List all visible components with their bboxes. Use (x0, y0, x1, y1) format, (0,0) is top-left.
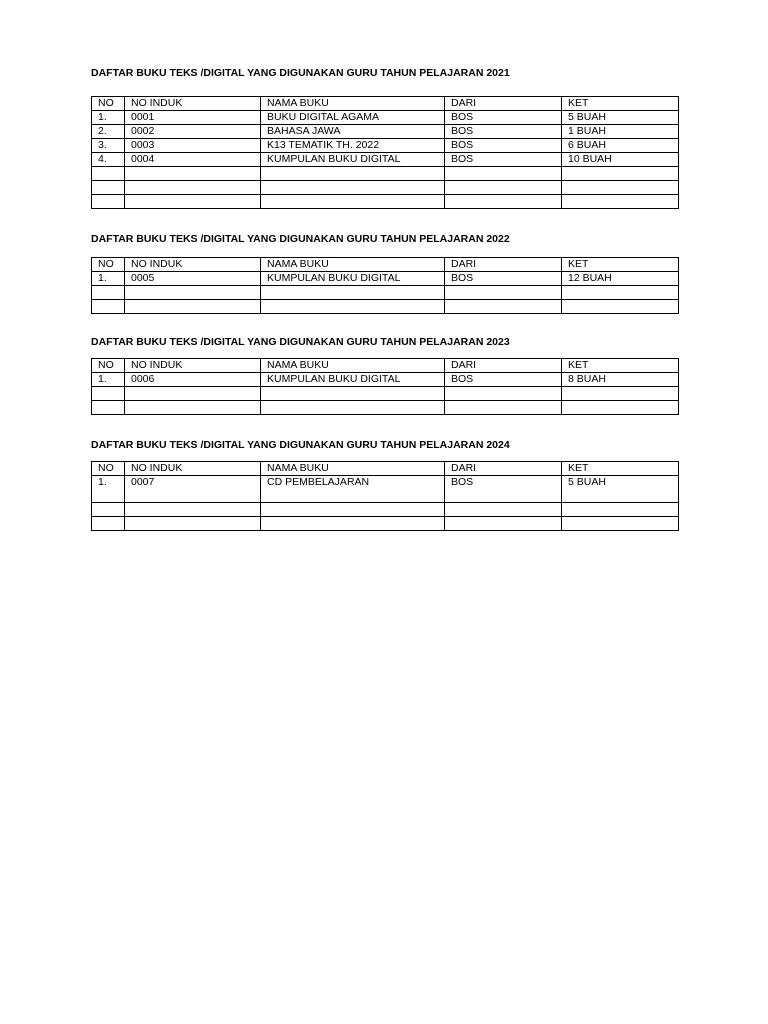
book-table-2022 (91, 257, 679, 314)
cell-nama-buku: KUMPULAN BUKU DIGITAL (261, 153, 445, 167)
table-row (92, 300, 679, 314)
section-2024 (91, 438, 679, 531)
cell-ket (562, 401, 679, 415)
book-table-2021 (91, 96, 679, 209)
cell-dari: BOS (445, 153, 562, 167)
cell-dari: BOS (445, 272, 562, 286)
cell-no: 1. (92, 373, 125, 387)
cell-ket: 8 BUAH (562, 373, 679, 387)
header-no: NO (92, 258, 125, 272)
table-header-row (92, 258, 679, 272)
cell-ket: 5 BUAH (562, 111, 679, 125)
cell-no: 3. (92, 139, 125, 153)
table-row (92, 401, 679, 415)
table-header-row (92, 359, 679, 373)
table-row (92, 181, 679, 195)
header-no-induk: NO INDUK (125, 359, 261, 373)
cell-ket (562, 503, 679, 517)
cell-no: 1. (92, 272, 125, 286)
table-header-row (92, 97, 679, 111)
cell-ket: 1 BUAH (562, 125, 679, 139)
section-title: DAFTAR BUKU TEKS /DIGITAL YANG DIGUNAKAN GURU TAHUN PELAJARAN 2024 (91, 439, 510, 451)
cell-no: 1. (92, 476, 125, 503)
cell-no: 2. (92, 125, 125, 139)
cell-no (92, 503, 125, 517)
cell-dari (445, 517, 562, 531)
table-row (92, 476, 679, 503)
cell-dari: BOS (445, 476, 562, 503)
cell-no (92, 517, 125, 531)
table-row (92, 167, 679, 181)
header-ket: KET (562, 462, 679, 476)
cell-no-induk (125, 517, 261, 531)
cell-ket: 12 BUAH (562, 272, 679, 286)
header-ket: KET (562, 97, 679, 111)
cell-no (92, 167, 125, 181)
cell-nama-buku: CD PEMBELAJARAN (261, 476, 445, 503)
cell-nama-buku: KUMPULAN BUKU DIGITAL (261, 373, 445, 387)
cell-no-induk (125, 300, 261, 314)
section-title: DAFTAR BUKU TEKS /DIGITAL YANG DIGUNAKAN GURU TAHUN PELAJARAN 2021 (91, 67, 510, 79)
cell-dari: BOS (445, 139, 562, 153)
cell-dari (445, 387, 562, 401)
cell-dari: BOS (445, 125, 562, 139)
cell-ket (562, 181, 679, 195)
cell-no-induk (125, 401, 261, 415)
table-row (92, 387, 679, 401)
cell-no-induk: 0005 (125, 272, 261, 286)
cell-ket (562, 387, 679, 401)
header-dari: DARI (445, 97, 562, 111)
cell-dari (445, 195, 562, 209)
header-nama-buku: NAMA BUKU (261, 258, 445, 272)
cell-dari (445, 167, 562, 181)
cell-dari (445, 300, 562, 314)
cell-no (92, 181, 125, 195)
header-no: NO (92, 359, 125, 373)
cell-no-induk (125, 286, 261, 300)
section-2023 (91, 335, 679, 415)
cell-dari (445, 401, 562, 415)
cell-no-induk: 0007 (125, 476, 261, 503)
header-ket: KET (562, 359, 679, 373)
cell-no-induk: 0003 (125, 139, 261, 153)
cell-no (92, 300, 125, 314)
cell-nama-buku (261, 387, 445, 401)
cell-no-induk (125, 167, 261, 181)
table-row (92, 111, 679, 125)
cell-no (92, 195, 125, 209)
cell-nama-buku (261, 517, 445, 531)
header-nama-buku: NAMA BUKU (261, 462, 445, 476)
cell-no (92, 286, 125, 300)
book-table-2024 (91, 461, 679, 531)
table-row (92, 272, 679, 286)
cell-no: 4. (92, 153, 125, 167)
cell-nama-buku (261, 167, 445, 181)
table-row (92, 503, 679, 517)
cell-no (92, 387, 125, 401)
cell-ket (562, 195, 679, 209)
cell-no-induk (125, 195, 261, 209)
cell-no-induk (125, 387, 261, 401)
cell-no: 1. (92, 111, 125, 125)
cell-no-induk (125, 181, 261, 195)
book-table-2023 (91, 358, 679, 415)
header-nama-buku: NAMA BUKU (261, 97, 445, 111)
cell-ket (562, 517, 679, 531)
header-no: NO (92, 97, 125, 111)
header-ket: KET (562, 258, 679, 272)
cell-no-induk: 0002 (125, 125, 261, 139)
cell-nama-buku: BAHASA JAWA (261, 125, 445, 139)
table-row (92, 125, 679, 139)
cell-dari: BOS (445, 373, 562, 387)
cell-ket: 10 BUAH (562, 153, 679, 167)
table-header-row (92, 462, 679, 476)
table-row (92, 517, 679, 531)
table-row (92, 373, 679, 387)
header-dari: DARI (445, 462, 562, 476)
section-title: DAFTAR BUKU TEKS /DIGITAL YANG DIGUNAKAN GURU TAHUN PELAJARAN 2023 (91, 336, 510, 348)
cell-nama-buku (261, 286, 445, 300)
cell-nama-buku (261, 181, 445, 195)
cell-no-induk (125, 503, 261, 517)
cell-no (92, 401, 125, 415)
section-2022 (91, 232, 679, 314)
cell-nama-buku: KUMPULAN BUKU DIGITAL (261, 272, 445, 286)
cell-ket (562, 286, 679, 300)
cell-no-induk: 0004 (125, 153, 261, 167)
cell-ket: 5 BUAH (562, 476, 679, 503)
header-no: NO (92, 462, 125, 476)
cell-dari: BOS (445, 111, 562, 125)
section-2021 (91, 66, 679, 209)
cell-no-induk: 0001 (125, 111, 261, 125)
cell-nama-buku (261, 503, 445, 517)
cell-dari (445, 181, 562, 195)
header-dari: DARI (445, 258, 562, 272)
cell-nama-buku: BUKU DIGITAL AGAMA (261, 111, 445, 125)
header-no-induk: NO INDUK (125, 258, 261, 272)
header-no-induk: NO INDUK (125, 97, 261, 111)
cell-ket (562, 167, 679, 181)
cell-nama-buku (261, 195, 445, 209)
cell-no-induk: 0006 (125, 373, 261, 387)
cell-nama-buku (261, 300, 445, 314)
header-no-induk: NO INDUK (125, 462, 261, 476)
header-dari: DARI (445, 359, 562, 373)
cell-dari (445, 286, 562, 300)
table-row (92, 286, 679, 300)
cell-ket (562, 300, 679, 314)
table-row (92, 195, 679, 209)
cell-dari (445, 503, 562, 517)
cell-ket: 6 BUAH (562, 139, 679, 153)
table-row (92, 153, 679, 167)
cell-nama-buku (261, 401, 445, 415)
header-nama-buku: NAMA BUKU (261, 359, 445, 373)
table-row (92, 139, 679, 153)
cell-nama-buku: K13 TEMATIK TH. 2022 (261, 139, 445, 153)
section-title: DAFTAR BUKU TEKS /DIGITAL YANG DIGUNAKAN GURU TAHUN PELAJARAN 2022 (91, 233, 510, 245)
